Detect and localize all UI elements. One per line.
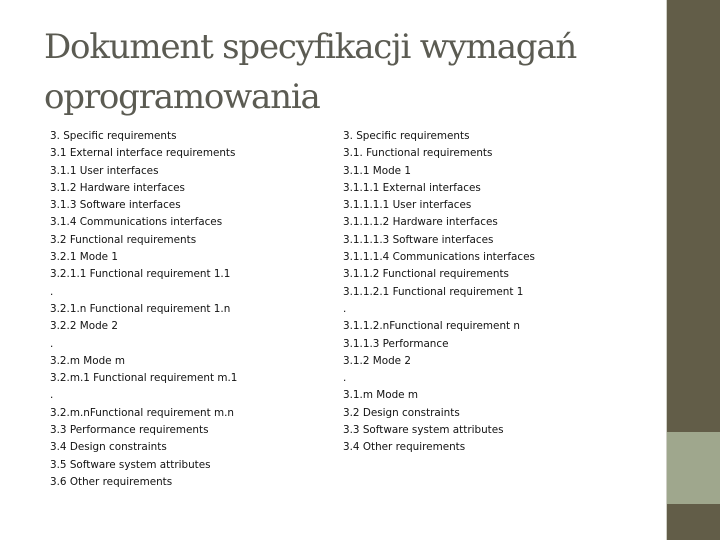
list-item: 3.4 Other requirements [343,441,466,454]
list-item: 3.1.4 Communications interfaces [50,216,223,229]
list-item: 3.1.1.1.4 Communications interfaces [343,251,535,264]
list-item: 3.2.m Mode m [50,354,125,367]
list-item: 3.3 Performance requirements [50,424,209,437]
list-item: 3.1.1.1.1 User interfaces [343,199,472,212]
list-item: 3.1 External interface requirements [50,147,236,160]
list-item: 3.1.1.1.3 Software interfaces [343,233,494,246]
list-item: 3.1.3 Software interfaces [50,199,181,212]
list-item: 3.1.1.1 External interfaces [343,181,481,194]
list-item: 3. Specific requirements [50,130,177,142]
list-item: . [50,389,54,402]
list-item: 3.4 Design constraints [50,441,167,454]
list-item: . [343,372,347,385]
list-item: 3.2 Design constraints [343,406,460,419]
list-item: 3.1.1.2.1 Functional requirement 1 [343,285,524,298]
list-item: . [343,302,347,315]
sidebar-dark-bottom [666,504,720,540]
list-item: 3.1.m Mode m [343,389,418,402]
list-item: 3.2.1.n Functional requirement 1.n [50,302,231,315]
list-item: 3.1.1 User interfaces [50,164,159,177]
list-item: . [50,337,54,350]
list-item: 3.2.2 Mode 2 [50,320,118,333]
sidebar-light-band [666,432,720,504]
list-item: 3.1.1 Mode 1 [343,164,411,177]
list-item: 3.2.m.1 Functional requirement m.1 [50,372,238,385]
list-item: 3.6 Other requirements [50,475,173,488]
list-item: 3.1.1.2.nFunctional requirement n [343,320,520,333]
sidebar-dark-top [666,0,720,432]
list-item: 3.1.2 Mode 2 [343,354,411,367]
list-item: 3.1.1.3 Performance [343,337,449,350]
list-item: . [50,285,54,298]
list-item: 3.3 Software system attributes [343,424,504,437]
list-item: 3.1.2 Hardware interfaces [50,181,185,194]
list-item: 3.1.1.2 Functional requirements [343,268,509,281]
list-item: 3.2.1.1 Functional requirement 1.1 [50,268,231,281]
slide-title: Dokument specyfikacji wymagań oprogramowania [44,27,577,117]
list-item: 3. Specific requirements [343,130,470,142]
list-item: 3.5 Software system attributes [50,458,211,471]
list-item: 3.1.1.1.2 Hardware interfaces [343,216,498,229]
sidebar-divider [666,0,667,540]
list-item: 3.2 Functional requirements [50,233,197,246]
list-item: 3.2.m.nFunctional requirement m.n [50,406,235,419]
list-item: 3.2.1 Mode 1 [50,251,118,264]
decorative-sidebar [666,0,720,540]
left-column-list [50,128,237,491]
right-column-list [343,128,535,457]
list-item: 3.1. Functional requirements [343,147,493,160]
